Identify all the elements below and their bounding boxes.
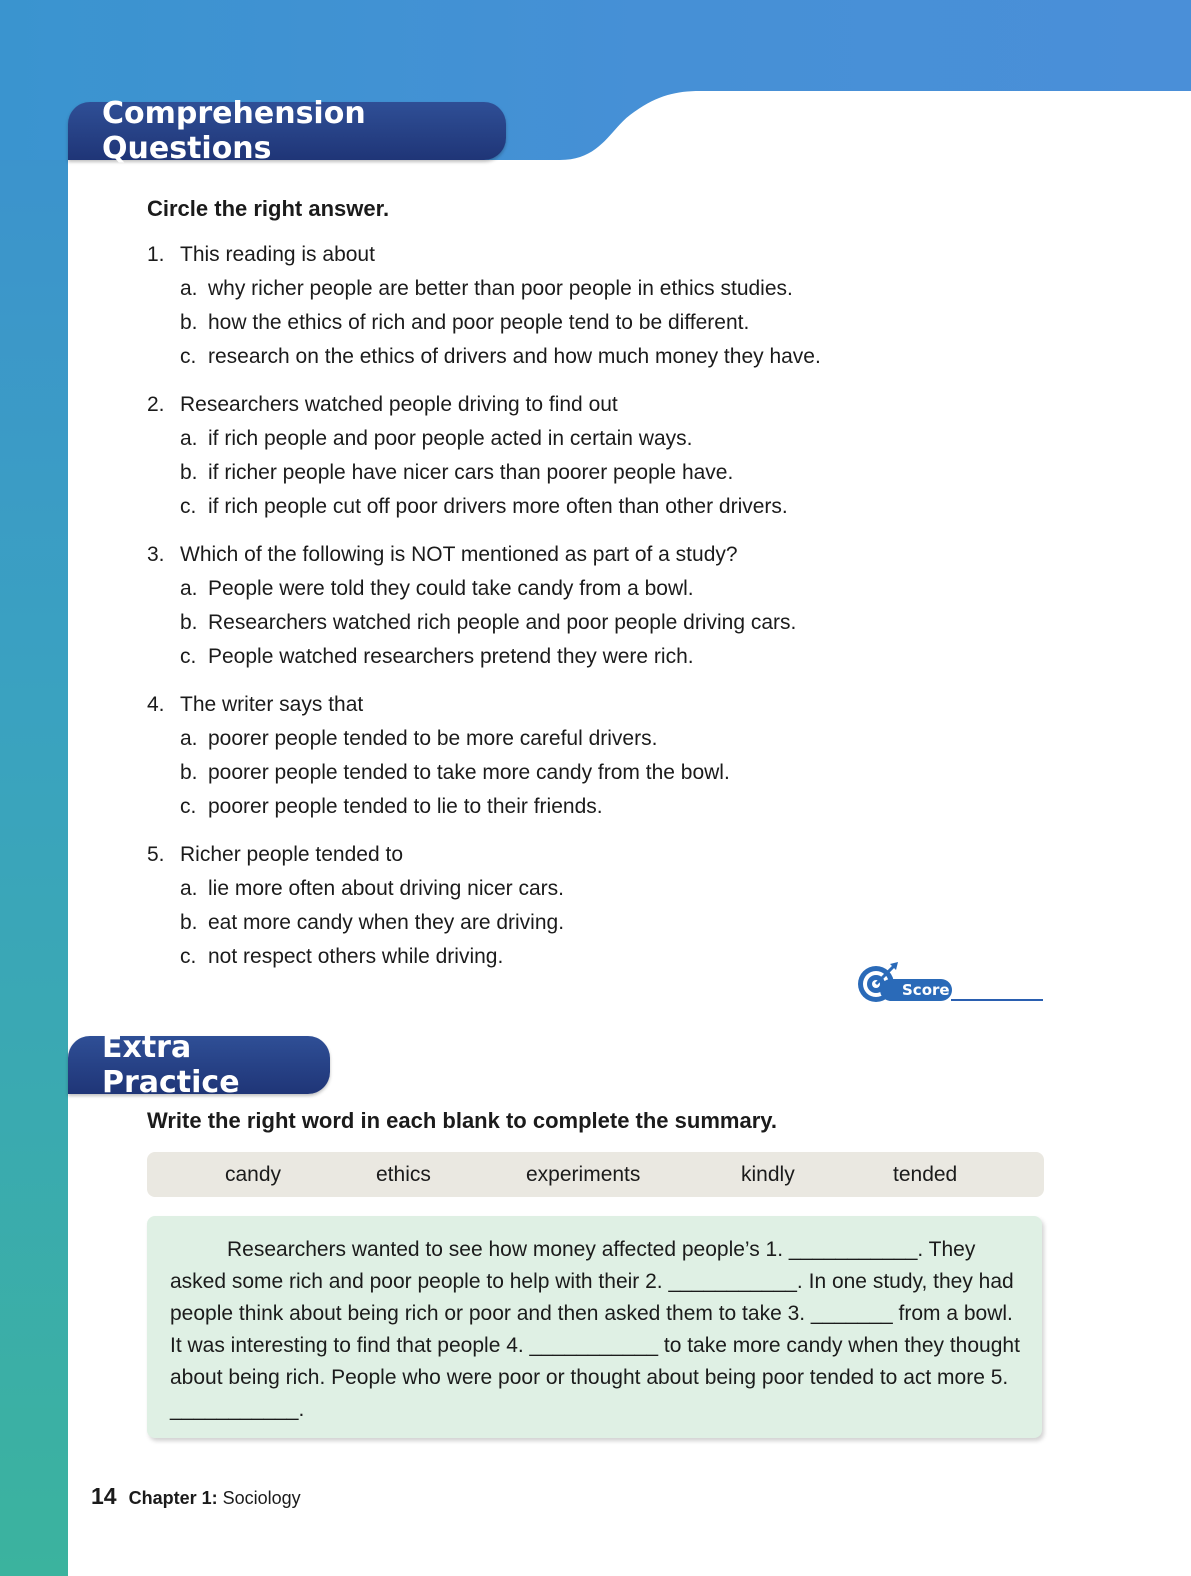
option-letter: c. <box>180 495 197 518</box>
question-item <box>147 538 1047 674</box>
question-number: 1. <box>147 243 165 266</box>
option-letter: b. <box>180 611 198 634</box>
page-number: 14 <box>91 1483 117 1509</box>
word-bank-item: experiments <box>526 1162 641 1186</box>
option-text: People watched researchers pretend they were rich. <box>208 645 694 668</box>
option-letter: b. <box>180 461 198 484</box>
summary-text: Researchers wanted to see how money affected people’s 1. ___________. They asked some rich and poor people to help with their 2. ___________. In one study, they had people think about being rich or poor and then asked them to take 3. _______ from a bowl. It was interesting to find that people 4. ___________ to take more candy when they thought about being rich. People who were poor or thought about being poor tended to act more 5. ___________. <box>170 1238 1020 1421</box>
extra-practice-heading <box>68 1030 330 1100</box>
option-text: if rich people and poor people acted in certain ways. <box>208 427 693 450</box>
question-item <box>147 238 1047 374</box>
question-number: 4. <box>147 693 165 716</box>
word-bank-item: candy <box>225 1162 282 1186</box>
option-text: poorer people tended to take more candy from the bowl. <box>208 761 730 784</box>
word-bank-item: ethics <box>376 1162 431 1186</box>
answer-option[interactable] <box>147 572 1047 606</box>
option-text: poorer people tended to lie to their friends. <box>208 795 603 818</box>
option-text: if rich people cut off poor drivers more often than other drivers. <box>208 495 788 518</box>
section-title: Comprehension Questions <box>102 96 366 166</box>
question-text: Richer people tended to <box>180 843 403 866</box>
question-number: 2. <box>147 393 165 416</box>
question-number: 3. <box>147 543 165 566</box>
answer-option[interactable] <box>147 722 1047 756</box>
question-text: The writer says that <box>180 693 364 716</box>
question-stem <box>147 538 1047 572</box>
option-text: if richer people have nicer cars than poorer people have. <box>208 461 734 484</box>
option-text: Researchers watched rich people and poor people driving cars. <box>208 611 797 634</box>
question-stem <box>147 238 1047 272</box>
answer-option[interactable] <box>147 790 1047 824</box>
extra-practice-instruction: Write the right word in each blank to complete the summary. <box>147 1108 777 1133</box>
left-sidebar-gradient <box>0 0 68 1576</box>
question-number: 5. <box>147 843 165 866</box>
option-letter: b. <box>180 311 198 334</box>
answer-option[interactable] <box>147 906 1047 940</box>
answer-option[interactable] <box>147 872 1047 906</box>
comprehension-questions-heading <box>68 96 506 166</box>
option-letter: a. <box>180 427 198 450</box>
question-list <box>147 238 1047 988</box>
answer-option[interactable] <box>147 756 1047 790</box>
summary-box <box>147 1216 1042 1438</box>
option-text: poorer people tended to be more careful drivers. <box>208 727 658 750</box>
chapter-name: Sociology <box>222 1488 301 1508</box>
option-text: People were told they could take candy from a bowl. <box>208 577 694 600</box>
question-text: This reading is about <box>180 243 375 266</box>
word-bank <box>147 1152 1044 1197</box>
word-bank-item: tended <box>893 1162 958 1186</box>
section-title: Extra Practice <box>102 1030 240 1100</box>
chapter-label: Chapter 1: <box>128 1488 218 1508</box>
page-footer <box>91 1483 301 1510</box>
option-text: lie more often about driving nicer cars. <box>208 877 565 900</box>
option-letter: a. <box>180 727 198 750</box>
comprehension-instruction: Circle the right answer. <box>147 196 390 221</box>
answer-option[interactable] <box>147 606 1047 640</box>
option-letter: c. <box>180 945 197 968</box>
option-letter: a. <box>180 877 198 900</box>
question-item <box>147 388 1047 524</box>
answer-option[interactable] <box>147 272 1047 306</box>
answer-option[interactable] <box>147 422 1047 456</box>
option-text: how the ethics of rich and poor people tend to be different. <box>208 311 750 334</box>
option-letter: c. <box>180 795 197 818</box>
answer-option[interactable] <box>147 640 1047 674</box>
option-letter: c. <box>180 645 197 668</box>
option-text: why richer people are better than poor people in ethics studies. <box>208 277 793 300</box>
answer-option[interactable] <box>147 490 1047 524</box>
question-item <box>147 688 1047 824</box>
question-stem <box>147 838 1047 872</box>
option-text: eat more candy when they are driving. <box>208 911 565 934</box>
score-blank-line[interactable] <box>951 999 1043 1001</box>
question-stem <box>147 388 1047 422</box>
word-bank-item: kindly <box>741 1162 795 1186</box>
question-stem <box>147 688 1047 722</box>
question-text: Researchers watched people driving to find out <box>180 393 618 416</box>
option-letter: b. <box>180 911 198 934</box>
question-item <box>147 838 1047 974</box>
question-text: Which of the following is NOT mentioned as part of a study? <box>180 543 738 566</box>
option-text: research on the ethics of drivers and how much money they have. <box>208 345 821 368</box>
option-letter: c. <box>180 345 197 368</box>
option-letter: b. <box>180 761 198 784</box>
score-box <box>856 960 1046 1004</box>
answer-option[interactable] <box>147 306 1047 340</box>
answer-option[interactable] <box>147 340 1047 374</box>
option-letter: a. <box>180 277 198 300</box>
option-text: not respect others while driving. <box>208 945 504 968</box>
score-label: Score <box>880 979 952 1001</box>
answer-option[interactable] <box>147 456 1047 490</box>
option-letter: a. <box>180 577 198 600</box>
